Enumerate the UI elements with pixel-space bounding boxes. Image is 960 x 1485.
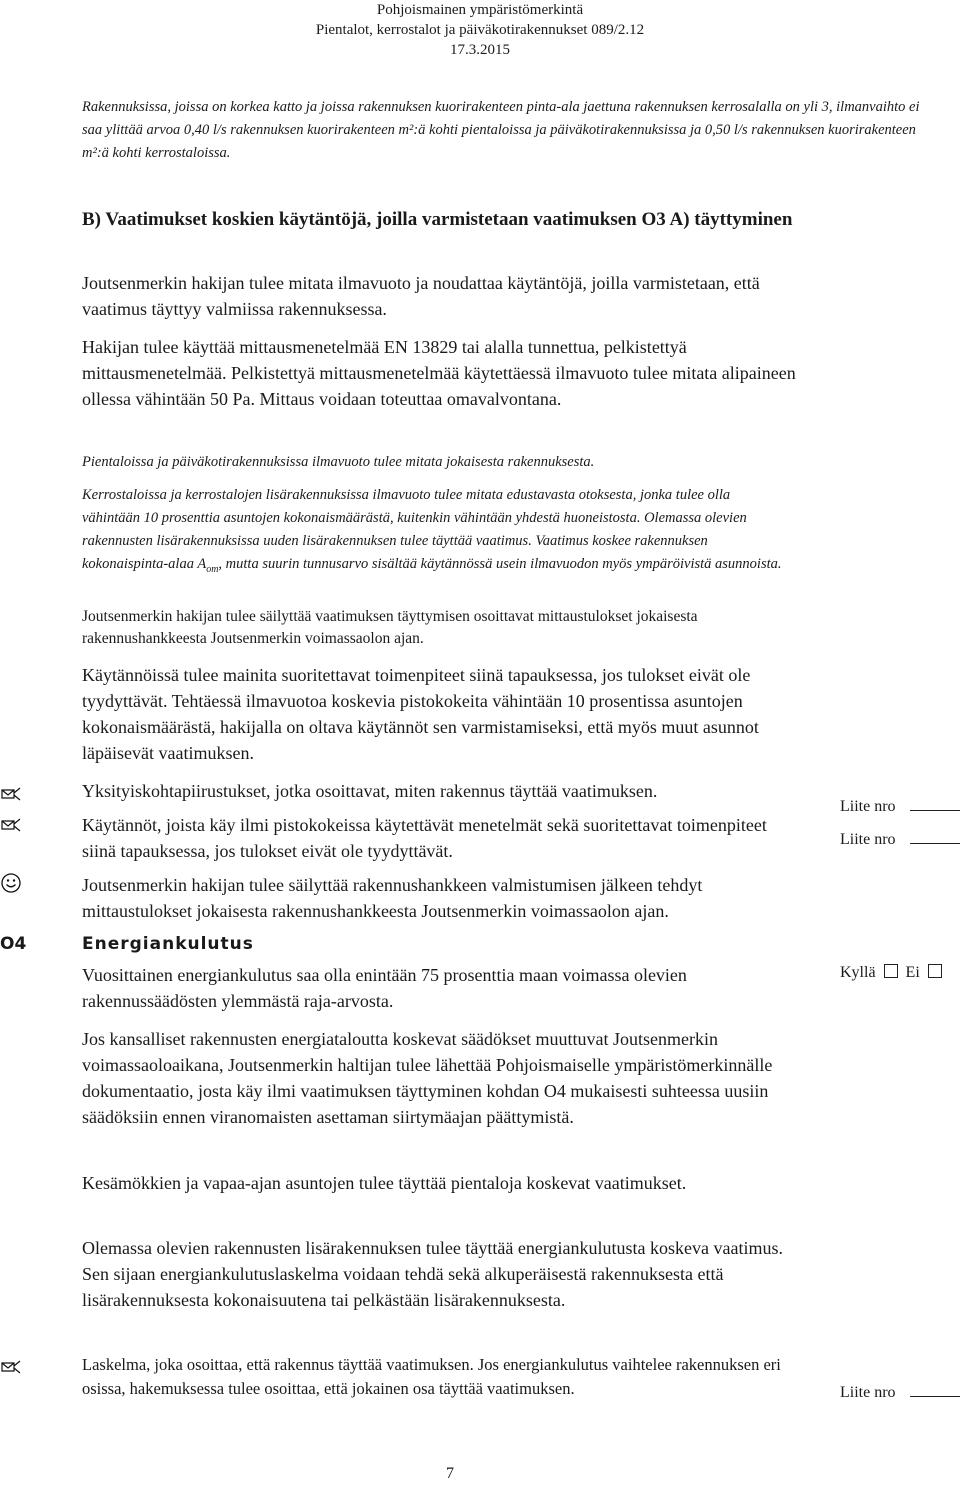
section-b-paragraph-6: Käytännöissä tulee mainita suoritettavat toimenpiteet siinä tapauksessa, jos tulokset eivät ole tyydyttävät. Tehtäessä ilmavuotoa koskevia pistokokeita vähintään 10 prosentissa asuntojen kokonaismäärästä, hakijalla on oltava käytännöt sen varmistamiseksi, että myös muut asunnot läpäisevät vaatimuksen. <box>82 665 759 763</box>
header-line-3: 17.3.2015 <box>450 42 510 58</box>
attachment-line-2[interactable] <box>910 829 960 844</box>
o4-documentation: Laskelma, joka osoittaa, että rakennus täyttää vaatimuksen. Jos energiankulutus vaihtelee rakennuksen eri osissa, hakemuksessa tulee osoittaa, että jokainen osa täyttää vaatimuksen. <box>82 1355 781 1398</box>
intro-paragraph: Rakennuksissa, joissa on korkea katto ja joissa rakennuksen kuorirakenteen pinta-ala jaettuna rakennuksen kerrosalalla on yli 3, ilmanvaihto ei saa ylittää arvoa 0,40 l/s rakennuksen kuorirakenteen m²:ä kohti pientaloissa ja päiväkotirakennuksissa ja 0,50 l/s rakennuksen kuorirakenteen m²:ä kohti kerrostaloissa. <box>82 99 920 161</box>
o4-paragraph-1: Vuosittainen energiankulutus saa olla enintään 75 prosenttia maan voimassa olevien rakennussäädösten ylemmästä raja-arvosta. <box>82 965 687 1011</box>
checklist-item-2: Käytännöt, joista käy ilmi pistokokeissa käytettävät menetelmät sekä suoritettavat toimenpiteet siinä tapauksessa, jos tulokset eivät ole tyydyttävät. <box>82 815 767 861</box>
checklist-item-1: Yksityiskohtapiirustukset, jotka osoittavat, miten rakennus täyttää vaatimuksen. <box>82 781 658 801</box>
o4-paragraph-3: Kesämökkien ja vapaa-ajan asuntojen tulee täyttää pientaloja koskevat vaatimukset. <box>82 1173 687 1193</box>
smiley-icon <box>0 872 22 894</box>
section-b-paragraph-4 <box>82 484 782 581</box>
yes-checkbox[interactable] <box>884 964 898 978</box>
attachment-line-1[interactable] <box>910 796 960 811</box>
section-b-paragraph-1: Joutsenmerkin hakijan tulee mitata ilmavuoto ja noudattaa käytäntöjä, joilla varmistetaan, että vaatimus täyttyy valmiissa rakennuksessa. <box>82 273 760 319</box>
header-line-2: Pientalot, kerrostalot ja päiväkotirakennukset 089/2.12 <box>315 22 645 38</box>
section-b-heading <box>82 206 842 233</box>
attachment-field-1[interactable] <box>840 796 960 816</box>
page-number: 7 <box>446 1465 454 1482</box>
section-b-heading-text: B) Vaatimukset koskien käytäntöjä, joilla varmistetaan vaatimuksen O3 A) täyttyminen <box>82 209 793 230</box>
requirement-title: Energiankulutus <box>82 934 254 954</box>
section-b-paragraph-3: Pientaloissa ja päiväkotirakennuksissa ilmavuoto tulee mitata jokaisesta rakennuksesta. <box>82 454 595 470</box>
attachment-label-3: Liite nro <box>840 1384 896 1401</box>
o4-paragraph-2: Jos kansalliset rakennusten energiataloutta koskevat säädökset muuttuvat Joutsenmerkin voimassaoloaikana, Joutsenmerkin haltijan tulee lähettää Pohjoismaiselle ympäristömerkinnälle dokumentaatio, josta käy ilmi vaatimuksen täyttyminen kohdan O4 mukaisesti suhteessa uusiin säädöksiin ennen viranomaisten asettaman siirtymäajan päättymistä. <box>82 1029 773 1127</box>
attachment-field-3[interactable] <box>840 1382 960 1402</box>
o4-paragraph-4: Olemassa olevien rakennusten lisärakennuksen tulee täyttää energiankulutusta koskeva vaatimus. Sen sijaan energiankulutuslaskelma voidaan tehdä sekä alkuperäisestä rakennuksesta että lisärakennuksesta kokonaisuutena tai pelkästään lisärakennuksesta. <box>82 1238 783 1310</box>
paragraph-4-subscript: om <box>206 563 219 575</box>
section-b-paragraph-2: Hakijan tulee käyttää mittausmenetelmää EN 13829 tai alalla tunnettua, pelkistettyä mittausmenetelmää. Pelkistettyä mittausmenetelmää käytettäessä ilmavuoto tulee mitata alipaineen ollessa vähintään 50 Pa. Mittaus voidaan toteuttaa omavalvontana. <box>82 337 796 409</box>
attachment-label-1: Liite nro <box>840 798 896 815</box>
header-line-1: Pohjoismainen ympäristömerkintä <box>376 2 584 18</box>
yes-no-field[interactable] <box>840 964 950 982</box>
section-b-paragraph-5: Joutsenmerkin hakijan tulee säilyttää vaatimuksen täyttymisen osoittavat mittaustulokset jokaisesta rakennushankkeesta Joutsenmerkin voimassaolon ajan. <box>82 608 698 647</box>
yes-label: Kyllä <box>840 964 876 981</box>
page-header <box>0 0 960 60</box>
checklist-item-3: Joutsenmerkin hakijan tulee säilyttää rakennushankkeen valmistumisen jälkeen tehdyt mittaustulokset jokaisesta rakennushankkeesta Joutsenmerkin voimassaolon ajan. <box>82 875 703 921</box>
attachment-field-2[interactable] <box>840 829 960 849</box>
attachment-label-2: Liite nro <box>840 831 896 848</box>
paragraph-4-tail: , mutta suurin tunnusarvo sisältää käytännössä usein ilmavuodon myös ympäröivistä asunnoista. <box>218 556 782 572</box>
envelope-icon <box>0 784 22 806</box>
paragraph-4-text: Kerrostaloissa ja kerrostalojen lisärakennuksissa ilmavuoto tulee mitata edustavasta otoksesta, jonka tulee olla vähintään 10 prosenttia asuntojen kokonaismäärästä, kuitenkin vähintään yhdestä huoneistosta. Olemassa olevien rakennusten lisärakennuksissa uuden lisärakennuksen tulee täyttää vaatimus. Vaatimus koskee rakennuksen kokonaispinta-alaa A <box>82 487 747 572</box>
envelope-icon <box>0 1357 22 1379</box>
no-checkbox[interactable] <box>928 964 942 978</box>
no-label: Ei <box>905 964 920 981</box>
attachment-line-3[interactable] <box>910 1382 960 1397</box>
envelope-icon <box>0 815 22 837</box>
requirement-code: O4 <box>0 934 27 954</box>
